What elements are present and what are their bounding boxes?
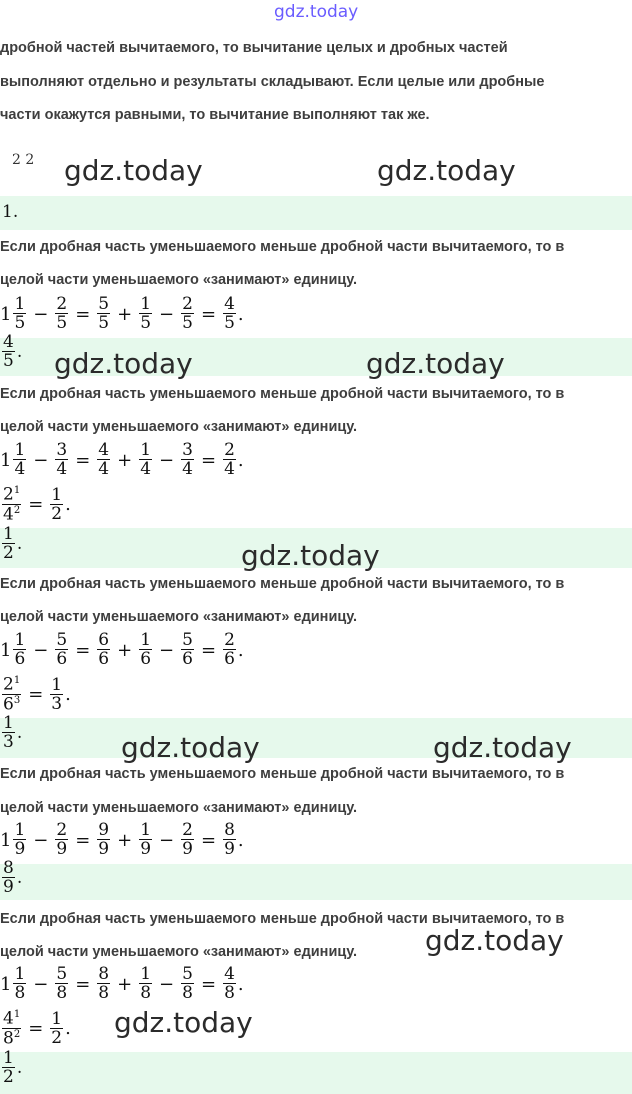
- watermark: gdz.today: [377, 154, 516, 187]
- intro-line-1: дробной частей вычитаемого, то вычитание целых и дробных частей: [0, 40, 508, 56]
- answer-fraction: $\frac{4}{5}$ .: [3, 332, 23, 371]
- rule-line-1: Если дробная часть уменьшаемого меньше дробной части вычитаемого, то в: [0, 766, 565, 782]
- rule-line-1: Если дробная часть уменьшаемого меньше дробной части вычитаемого, то в: [0, 576, 565, 592]
- answer-band-5: [0, 864, 632, 900]
- rule-line-1: Если дробная часть уменьшаемого меньше дробной части вычитаемого, то в: [0, 911, 565, 927]
- watermark: gdz.today: [425, 924, 564, 957]
- answer-fraction: $\frac{1}{2}$ .: [3, 1048, 23, 1087]
- answer-band-6: [0, 1048, 632, 1094]
- equation: 1 $\frac{1}{8}$ − $\frac{5}{8}$ = $\frac{8}{8}$ + $\frac{1}{8}$ − $\frac{5}{8}$ = $\frac{4}{8}$ .: [0, 964, 244, 1003]
- watermark: gdz.today: [433, 731, 572, 764]
- rule-line-2: целой части уменьшаемого «занимают» единицу.: [0, 272, 358, 288]
- answer-fraction: $\frac{1}{2}$ .: [3, 524, 23, 563]
- answer-band-1: [0, 196, 632, 230]
- equation: 1 $\frac{1}{9}$ − $\frac{2}{9}$ = $\frac{9}{9}$ + $\frac{1}{9}$ − $\frac{2}{9}$ = $\frac{8}{9}$ .: [0, 820, 244, 859]
- equation: 1 $\frac{1}{5}$ − $\frac{2}{5}$ = $\frac{5}{5}$ + $\frac{1}{5}$ − $\frac{2}{5}$ = $\frac{4}{5}$ .: [0, 294, 244, 333]
- rule-line-2: целой части уменьшаемого «занимают» единицу.: [0, 419, 358, 435]
- rule-line-1: Если дробная часть уменьшаемого меньше дробной части вычитаемого, то в: [0, 386, 565, 402]
- watermark: gdz.today: [241, 539, 380, 572]
- rule-line-2: целой части уменьшаемого «занимают» единицу.: [0, 609, 358, 625]
- item-number: 1.: [2, 202, 19, 222]
- equation: 1 $\frac{1}{4}$ − $\frac{3}{4}$ = $\frac{4}{4}$ + $\frac{1}{4}$ − $\frac{3}{4}$ = $\frac{2}{4}$ .: [0, 440, 244, 479]
- intro-line-2: выполняют отдельно и результаты складывают. Если целые или дробные: [0, 74, 545, 90]
- watermark: gdz.today: [114, 1006, 253, 1039]
- intro-line-3: части окажутся равными, то вычитание выполняют так же.: [0, 107, 430, 123]
- reduction: $\frac{2^1}{4^2}$ = $\frac{1}{2}$ .: [3, 484, 71, 525]
- answer-fraction: $\frac{1}{3}$ .: [3, 713, 23, 752]
- rule-line-2: целой части уменьшаемого «занимают» единицу.: [0, 944, 358, 960]
- equation: 1 $\frac{1}{6}$ − $\frac{5}{6}$ = $\frac{6}{6}$ + $\frac{1}{6}$ − $\frac{5}{6}$ = $\frac{2}{6}$ .: [0, 630, 244, 669]
- answer-fraction: $\frac{8}{9}$ .: [3, 858, 23, 897]
- reduction: $\frac{2^1}{6^3}$ = $\frac{1}{3}$ .: [3, 674, 71, 715]
- watermark: gdz.today: [54, 347, 193, 380]
- watermark: gdz.today: [366, 347, 505, 380]
- reduction: $\frac{4^1}{8^2}$ = $\frac{1}{2}$ .: [3, 1008, 71, 1049]
- site-logo[interactable]: gdz.today: [274, 2, 359, 22]
- rule-line-2: целой части уменьшаемого «занимают» единицу.: [0, 800, 358, 816]
- watermark: gdz.today: [121, 731, 260, 764]
- fragment-digits: 2 2: [12, 152, 35, 168]
- rule-line-1: Если дробная часть уменьшаемого меньше дробной части вычитаемого, то в: [0, 239, 565, 255]
- watermark: gdz.today: [64, 154, 203, 187]
